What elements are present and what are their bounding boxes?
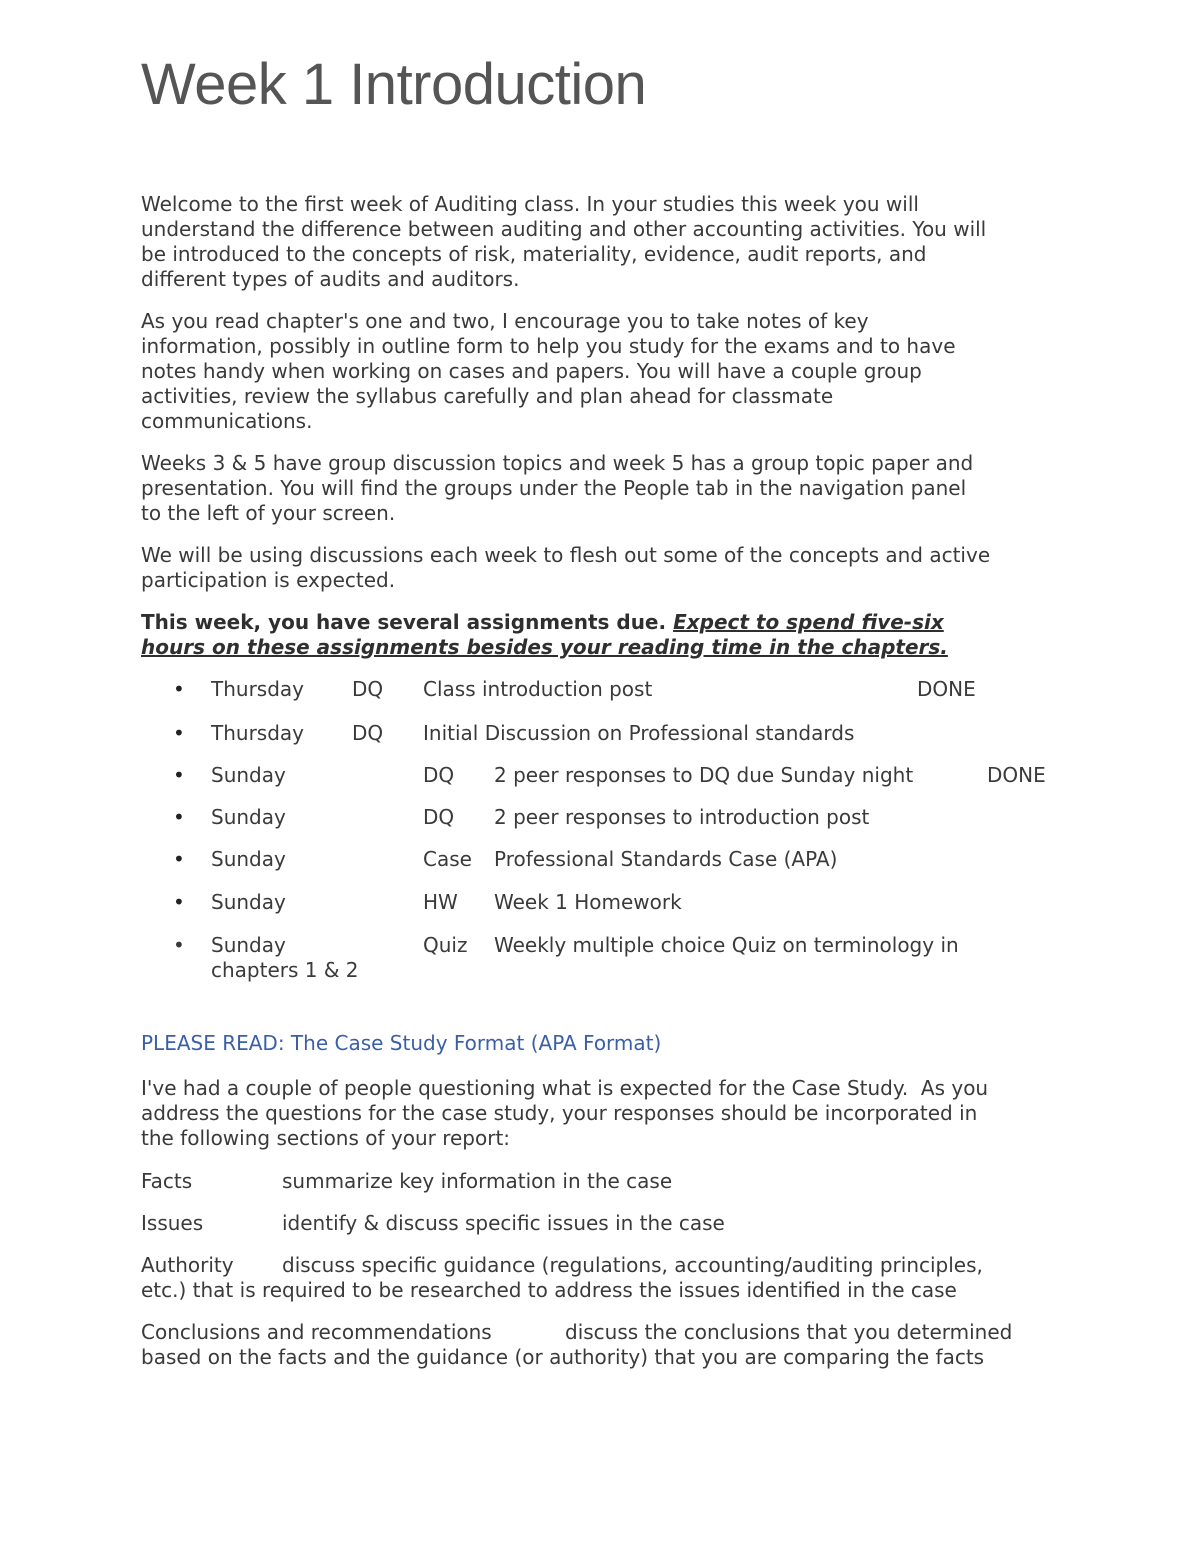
bullet-icon: • (173, 890, 185, 914)
list-item: • Sunday DQ 2 peer responses to DQ due Sunday night DONE (173, 763, 1046, 787)
document-page (141, 50, 1071, 1370)
section-issues: Issues identify & discuss specific issues in the case (141, 1211, 725, 1235)
list-item: • Thursday DQ Initial Discussion on Professional standards (173, 721, 855, 745)
bullet-icon: • (173, 847, 185, 871)
section-facts: Facts summarize key information in the case (141, 1169, 673, 1193)
list-item: • Sunday Quiz Weekly multiple choice Quiz on terminology in chapters 1 & 2 (173, 933, 959, 982)
list-item: • Sunday Case Professional Standards Case (APA) (173, 847, 838, 871)
status-badge: DONE (917, 677, 976, 701)
groups-paragraph: Weeks 3 & 5 have group discussion topics and week 5 has a group topic paper and presentation. You will find the groups under the People tab in the navigation panel to the left of your screen. (141, 451, 974, 525)
list-item: • Sunday DQ 2 peer responses to introduction post (173, 805, 870, 829)
list-item: • Thursday DQ Class introduction post DONE (173, 677, 976, 701)
bullet-icon: • (173, 721, 185, 745)
bullet-icon: • (173, 933, 185, 957)
status-badge: DONE (987, 763, 1046, 787)
case-intro-paragraph: I've had a couple of people questioning what is expected for the Case Study. As you address the questions for the case study, your responses should be incorporated in the following sections of your report: (141, 1076, 989, 1150)
case-study-heading: PLEASE READ: The Case Study Format (APA Format) (141, 1031, 662, 1055)
section-authority: Authority discuss specific guidance (regulations, accounting/auditing principles, etc.) that is required to be researched to address the issues identified in the case (141, 1253, 983, 1302)
assignment-list (141, 677, 1071, 983)
list-item: • Sunday HW Week 1 Homework (173, 890, 682, 914)
intro-paragraph: Welcome to the first week of Auditing class. In your studies this week you will understand the difference between auditing and other accounting activities. You will be introduced to the concepts of risk, materiality, evidence, audit reports, and different types of audits and auditors. (141, 192, 987, 291)
reading-paragraph: As you read chapter's one and two, I encourage you to take notes of key information, possibly in outline form to help you study for the exams and to have notes handy when working on cases and papers. You will have a couple group activities, review the syllabus carefully and plan ahead for classmate communications. (141, 309, 956, 433)
discussion-paragraph: We will be using discussions each week to flesh out some of the concepts and active participation is expected. (141, 543, 991, 592)
assignments-intro: This week, you have several assignments due. Expect to spend five-six hours on these assignments besides your reading time in the chapters. (141, 610, 948, 659)
bullet-icon: • (173, 677, 185, 701)
section-conclusions: Conclusions and recommendations discuss the conclusions that you determined based on the facts and the guidance (or authority) that you are comparing the facts (141, 1320, 1013, 1369)
page-title: Week 1 Introduction (141, 52, 647, 117)
bullet-icon: • (173, 805, 185, 829)
bullet-icon: • (173, 763, 185, 787)
